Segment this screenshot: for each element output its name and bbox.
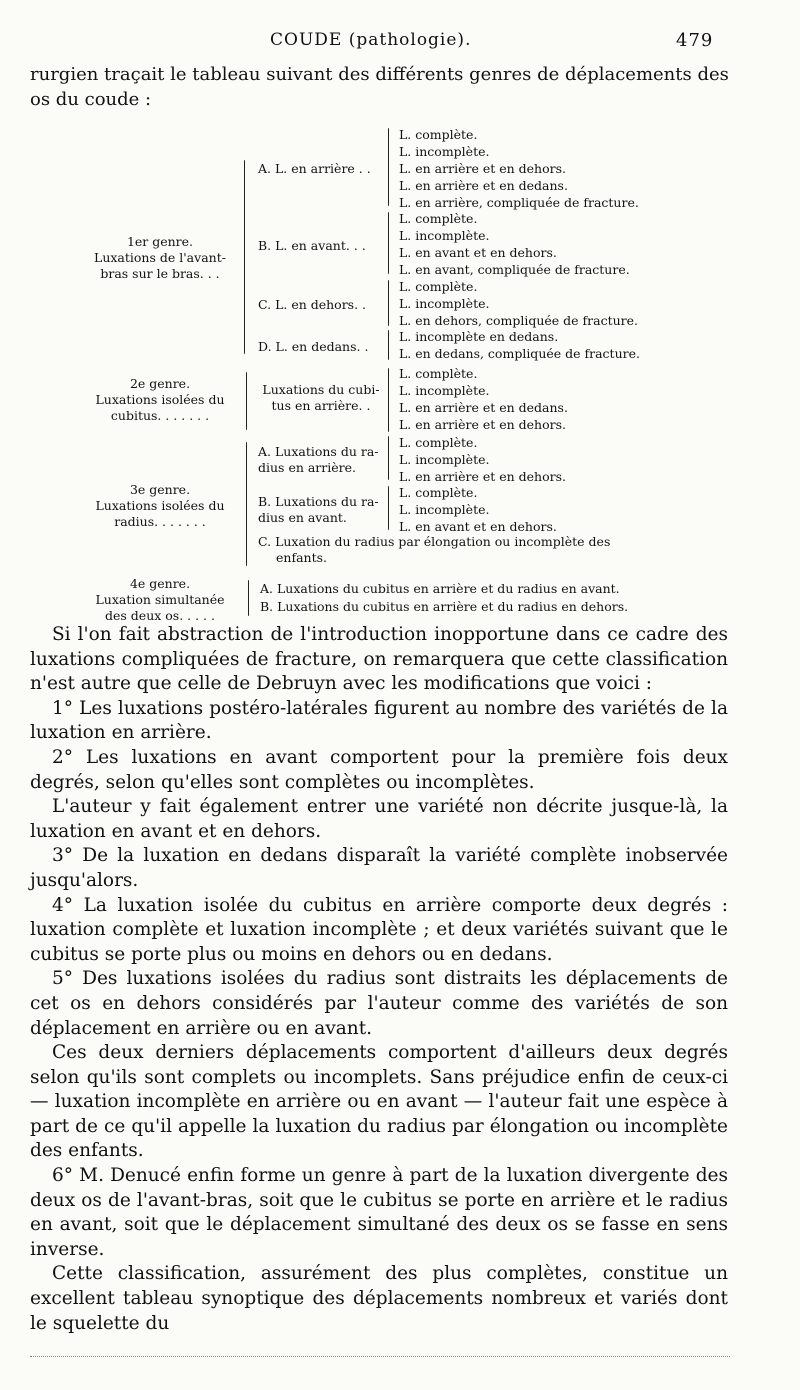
body-text	[30, 623, 728, 1336]
genre4-line2: Luxation simultanée	[95, 592, 225, 607]
list-item: L. en arrière et en dedans.	[399, 400, 568, 415]
page-number: 479	[676, 30, 714, 51]
list-item: L. incomplète.	[399, 296, 490, 311]
genre2-sub-line2: tus en arrière. .	[271, 398, 371, 413]
list-item: L. incomplète.	[399, 502, 490, 517]
genre3-b-line2: dius en avant.	[258, 510, 347, 525]
genre1-d-label: D. L. en dedans. .	[258, 339, 369, 354]
list-item: L. incomplète.	[399, 228, 490, 243]
list-item: L. en arrière et en dehors.	[399, 417, 566, 432]
list-item: L. complète.	[399, 435, 478, 450]
list-item: L. complète.	[399, 211, 478, 226]
genre4-label	[80, 576, 240, 624]
genre1-c-brace	[388, 280, 389, 326]
list-item: L. complète.	[399, 366, 478, 381]
list-item: L. en avant et en dehors.	[399, 245, 557, 260]
genre3-c-line2: enfants.	[276, 550, 327, 565]
paragraph: 5° Des luxations isolées du radius sont distraits les déplacements de cet os en dehors considérés par l'auteur comme des variétés de son déplacement en arrière ou en avant.	[30, 968, 728, 1039]
list-item: L. complète.	[399, 485, 478, 500]
list-item: L. en arrière et en dehors.	[399, 469, 566, 484]
genre1-a-brace	[388, 128, 389, 206]
genre3-b-brace	[388, 486, 389, 530]
paragraph: 2° Les luxations en avant comportent pour la première fois deux degrés, selon qu'elles sont complètes ou incomplètes.	[30, 746, 728, 793]
genre3-label	[80, 482, 240, 530]
paragraph: 6° M. Denucé enfin forme un genre à part de la luxation divergente des deux os de l'avant-bras, soit que le cubitus se porte en arrière et le radius en avant, soit que le déplacement simultané des deux os se fasse en sens inverse.	[30, 1165, 728, 1260]
list-item: L. incomplète.	[399, 452, 490, 467]
genre1-line2: Luxations de l'avant-	[94, 250, 226, 265]
list-item: L. en arrière et en dedans.	[399, 178, 568, 193]
running-title: COUDE (pathologie).	[270, 30, 472, 50]
genre1-a-list	[399, 126, 639, 211]
list-item: L. incomplète en dedans.	[399, 329, 559, 344]
list-item: L. en arrière et en dehors.	[399, 161, 566, 176]
genre1-b-label: B. L. en avant. . .	[258, 238, 366, 253]
paragraph: Ces deux derniers déplacements comportent d'ailleurs deux degrés selon qu'ils sont complets ou incomplets. Sans préjudice enfin de ceux-ci — luxation incomplète en arrière ou en avant — l'auteur fait une espèce à part de ce qu'il appelle la luxation du radius par élongation ou incomplète des enfants.	[30, 1042, 728, 1162]
genre3-c-text	[258, 534, 610, 566]
genre3-line2: Luxations isolées du	[95, 498, 225, 513]
genre1-brace	[244, 160, 245, 354]
intro-text	[30, 62, 730, 112]
footer-divider	[30, 1356, 730, 1357]
paragraph: Si l'on fait abstraction de l'introduction inopportune dans ce cadre des luxations compliquées de fracture, on remarquera que cette classification n'est autre que celle de Debruyn avec les modifications que voici :	[30, 624, 728, 695]
genre3-title: 3e genre.	[129, 482, 191, 497]
genre3-a-label	[258, 444, 379, 476]
genre3-brace	[246, 442, 247, 566]
paragraph: 1° Les luxations postéro-latérales figurent au nombre des variétés de la luxation en arrière.	[30, 697, 728, 744]
list-item: L. en dedans, compliquée de fracture.	[399, 346, 640, 361]
genre1-d-brace	[388, 330, 389, 360]
genre2-brace	[246, 372, 247, 430]
genre2-list	[399, 365, 568, 433]
list-item: L. en avant et en dehors.	[399, 519, 557, 534]
list-item: L. en arrière, compliquée de fracture.	[399, 195, 639, 210]
list-item: L. incomplète.	[399, 144, 490, 159]
genre1-label	[80, 234, 240, 282]
genre3-a-list	[399, 434, 566, 485]
genre3-a-brace	[388, 436, 389, 480]
genre1-c-label: C. L. en dehors. .	[258, 297, 367, 312]
genre3-line3: radius. . . . . . .	[114, 514, 206, 529]
genre2-sub-line1: Luxations du cubi-	[262, 382, 380, 397]
genre1-a-label: A. L. en arrière . .	[258, 161, 371, 176]
paragraph: 3° De la luxation en dedans disparaît la variété complète inobservée jusqu'alors.	[30, 845, 728, 891]
list-item: A. Luxations du cubitus en arrière et du radius en avant.	[260, 581, 620, 596]
genre1-b-list	[399, 210, 630, 278]
list-item: L. complète.	[399, 127, 478, 142]
page-header	[0, 30, 800, 56]
genre1-c-list	[399, 278, 638, 329]
genre4-title: 4e genre.	[129, 576, 191, 591]
genre4-line3: des deux os. . . . .	[105, 608, 215, 623]
classification-table	[0, 124, 800, 629]
genre3-b-line1: B. Luxations du ra-	[258, 494, 379, 509]
genre2-sub-label	[256, 382, 386, 414]
paragraph: L'auteur y fait également entrer une variété non décrite jusque-là, la luxation en avant et en dehors.	[30, 796, 728, 842]
genre1-d-list	[399, 328, 640, 362]
genre2-line3: cubitus. . . . . . .	[110, 408, 210, 423]
genre2-title: 2e genre.	[129, 376, 191, 391]
list-item: B. Luxations du cubitus en arrière et du radius en dehors.	[260, 599, 629, 614]
paragraph: 4° La luxation isolée du cubitus en arrière comporte deux degrés : luxation complète et luxation incomplète ; et deux variétés suivant que le cubitus se porte plus ou moins en dehors ou en dedans.	[30, 894, 728, 965]
intro-paragraph: rurgien traçait le tableau suivant des différents genres de déplacements des os du coude :	[30, 64, 729, 110]
genre1-title: 1er genre.	[126, 234, 194, 249]
list-item: L. en avant, compliquée de fracture.	[399, 262, 630, 277]
list-item: L. complète.	[399, 279, 478, 294]
genre1-b-brace	[388, 212, 389, 274]
genre2-items-brace	[388, 368, 389, 432]
genre3-a-line1: A. Luxations du ra-	[258, 444, 379, 459]
genre3-a-line2: dius en arrière.	[258, 460, 357, 475]
genre3-b-label	[258, 494, 379, 526]
paragraph: Cette classification, assurément des plus complètes, constitue un excellent tableau synoptique des déplacements nombreux et variés dont le squelette du	[30, 1263, 728, 1334]
genre4-list	[260, 580, 628, 616]
list-item: L. en dehors, compliquée de fracture.	[399, 313, 639, 328]
genre4-brace	[248, 580, 249, 616]
genre2-line2: Luxations isolées du	[95, 392, 225, 407]
genre3-c-line1: C. Luxation du radius par élongation ou incomplète des	[258, 534, 611, 549]
genre1-line3: bras sur le bras. . .	[100, 266, 220, 281]
genre2-label	[80, 376, 240, 424]
genre3-b-list	[399, 484, 557, 535]
list-item: L. incomplète.	[399, 383, 490, 398]
